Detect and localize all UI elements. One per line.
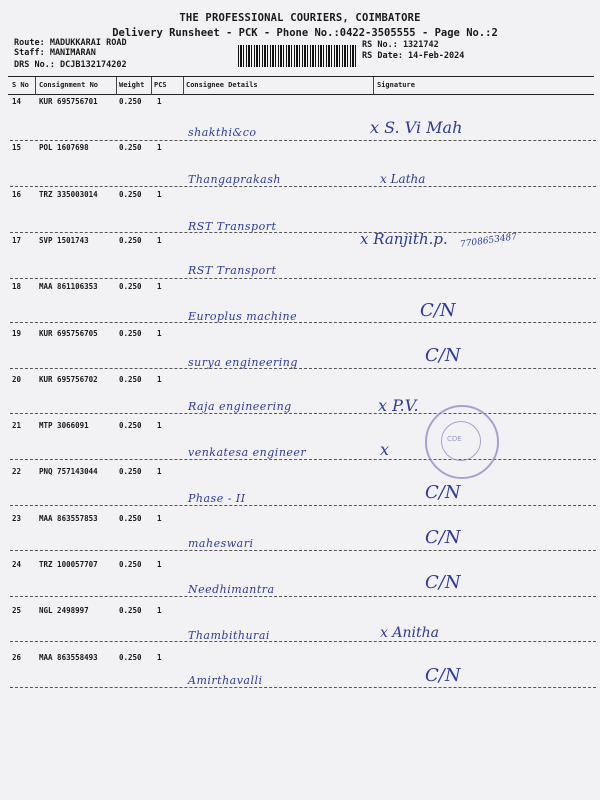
row-divider	[10, 596, 596, 597]
row-consignment-number: PNQ 757143044	[39, 467, 98, 477]
staff-label: Staff: MANIMARAN	[14, 48, 96, 58]
row-weight: 0.250	[119, 560, 142, 569]
column-header-sno: S No	[12, 81, 29, 89]
document-subtitle: Delivery Runsheet - PCK - Phone No.:0422-3505555 - Page No.:2	[112, 27, 498, 39]
handwritten-signature: x Latha	[380, 172, 426, 186]
handwritten-signature: 7708653487	[459, 232, 518, 250]
handwritten-consignee: maheswari	[188, 537, 254, 550]
row-weight: 0.250	[119, 513, 142, 523]
row-serial-number: 26	[12, 652, 22, 662]
handwritten-signature: C/N	[425, 345, 461, 366]
column-divider	[183, 77, 184, 95]
row-consignment-number: TRZ 100057707	[39, 560, 98, 569]
row-pieces: 1	[157, 513, 162, 523]
row-serial-number: 16	[12, 189, 22, 199]
handwritten-consignee: Thambithurai	[188, 629, 270, 642]
handwritten-signature: x Anitha	[380, 625, 439, 641]
row-serial-number: 19	[12, 328, 22, 338]
row-serial-number: 14	[12, 97, 22, 106]
row-serial-number: 17	[12, 235, 22, 245]
row-weight: 0.250	[119, 97, 142, 106]
rs-date: RS Date: 14-Feb-2024	[362, 51, 465, 61]
handwritten-consignee: venkatesa engineer	[188, 446, 307, 459]
document-title: THE PROFESSIONAL COURIERS, COIMBATORE	[179, 12, 421, 24]
row-divider	[10, 505, 596, 506]
row-serial-number: 23	[12, 513, 22, 523]
handwritten-consignee: Europlus machine	[188, 310, 298, 323]
row-weight: 0.250	[119, 328, 142, 338]
row-consignment-number: SVP 1501743	[39, 235, 89, 245]
row-pieces: 1	[157, 374, 162, 384]
row-divider	[10, 322, 596, 323]
handwritten-signature: C/N	[425, 572, 461, 593]
row-serial-number: 20	[12, 374, 22, 384]
stamp-text: CDE	[447, 435, 462, 443]
handwritten-signature: x S. Vi Mah	[370, 118, 463, 137]
row-weight: 0.250	[119, 374, 142, 384]
handwritten-consignee: Phase - II	[188, 492, 246, 505]
handwritten-consignee: RST Transport	[188, 264, 277, 277]
row-pieces: 1	[157, 328, 162, 338]
row-serial-number: 25	[12, 606, 22, 616]
row-consignment-number: POL 1607698	[39, 143, 89, 153]
column-header-pcs: PCS	[154, 81, 167, 89]
row-weight: 0.250	[119, 189, 142, 199]
rs-number: RS No.: 1321742	[362, 40, 439, 50]
row-weight: 0.250	[119, 421, 142, 431]
row-weight: 0.250	[119, 235, 142, 245]
row-divider	[10, 278, 596, 279]
handwritten-signature: x Ranjith.p.	[360, 230, 448, 248]
column-divider	[373, 77, 374, 95]
row-pieces: 1	[157, 652, 162, 662]
row-divider	[10, 368, 596, 369]
row-consignment-number: NGL 2498997	[39, 606, 89, 616]
row-divider	[10, 459, 596, 460]
row-divider	[10, 550, 596, 551]
row-serial-number: 24	[12, 560, 22, 569]
row-consignment-number: TRZ 335003014	[39, 189, 98, 199]
row-serial-number: 21	[12, 421, 22, 431]
row-consignment-number: MAA 863557853	[39, 513, 98, 523]
handwritten-consignee: Raja engineering	[188, 400, 292, 413]
column-divider	[151, 77, 152, 95]
row-weight: 0.250	[119, 652, 142, 662]
route-label: Route: MADUKKARAI ROAD	[14, 38, 127, 48]
row-weight: 0.250	[119, 143, 142, 153]
row-pieces: 1	[157, 606, 162, 616]
row-divider	[10, 641, 596, 642]
column-header-consignment: Consignment No	[39, 81, 99, 89]
drs-number: DRS No.: DCJB132174202	[14, 60, 127, 70]
barcode-image	[238, 45, 358, 67]
row-consignment-number: MAA 863558493	[39, 652, 98, 662]
row-pieces: 1	[157, 282, 162, 292]
row-pieces: 1	[157, 235, 162, 245]
handwritten-signature: x P.V.	[378, 396, 419, 415]
column-divider	[116, 77, 117, 95]
row-serial-number: 22	[12, 467, 22, 477]
handwritten-consignee: RST Transport	[188, 220, 277, 233]
row-consignment-number: MAA 861106353	[39, 282, 98, 292]
handwritten-signature: C/N	[425, 482, 461, 503]
handwritten-signature: C/N	[425, 527, 461, 548]
column-header-consignee: Consignee Details	[186, 81, 258, 89]
row-serial-number: 15	[12, 143, 22, 153]
row-divider	[10, 186, 596, 187]
row-pieces: 1	[157, 189, 162, 199]
row-pieces: 1	[157, 143, 162, 153]
column-divider	[35, 77, 36, 95]
column-header-signature: Signature	[377, 81, 415, 89]
row-pieces: 1	[157, 421, 162, 431]
row-consignment-number: KUR 695756701	[39, 97, 98, 106]
row-consignment-number: KUR 695756705	[39, 328, 98, 338]
row-weight: 0.250	[119, 282, 142, 292]
column-header-weight: Weight	[119, 81, 145, 89]
row-pieces: 1	[157, 467, 162, 477]
table-top-rule	[8, 76, 594, 77]
handwritten-consignee: Amirthavalli	[188, 674, 263, 687]
row-divider	[10, 140, 596, 141]
handwritten-signature: C/N	[425, 665, 461, 686]
row-pieces: 1	[157, 560, 162, 569]
row-consignment-number: MTP 3066091	[39, 421, 89, 431]
row-weight: 0.250	[119, 467, 142, 477]
row-consignment-number: KUR 695756702	[39, 374, 98, 384]
handwritten-signature: x	[380, 440, 390, 459]
row-divider	[10, 687, 596, 688]
table-header-rule	[8, 94, 594, 95]
row-divider	[10, 413, 596, 414]
handwritten-consignee: surya engineering	[188, 356, 298, 369]
handwritten-consignee: Thangaprakash	[188, 173, 281, 186]
handwritten-signature: C/N	[420, 300, 456, 321]
handwritten-consignee: shakthi&co	[188, 126, 257, 139]
row-serial-number: 18	[12, 282, 22, 292]
row-weight: 0.250	[119, 606, 142, 616]
row-pieces: 1	[157, 97, 162, 106]
delivery-stamp	[425, 405, 499, 479]
handwritten-consignee: Needhimantra	[188, 583, 275, 596]
